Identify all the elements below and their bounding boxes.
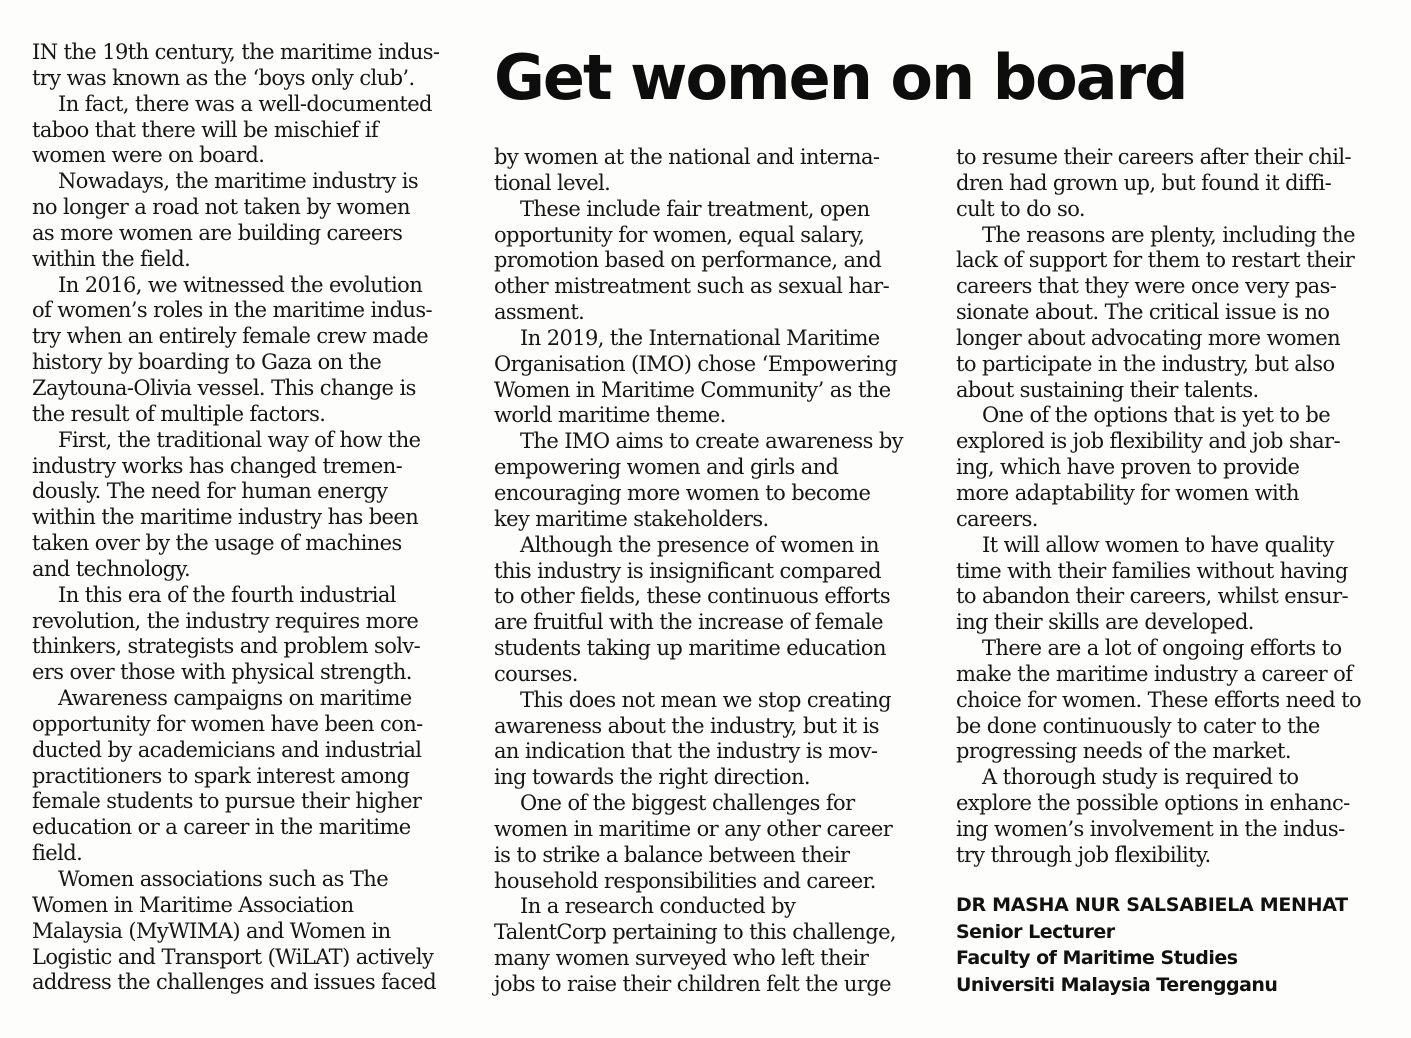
article-line: lack of support for them to restart their — [956, 248, 1355, 273]
article-line: many women surveyed who left their — [494, 946, 869, 971]
byline-title: Senior Lecturer — [956, 920, 1115, 943]
article-line: promotion based on performance, and — [494, 248, 882, 273]
article-line: ing towards the right direction. — [494, 765, 810, 790]
article-line: key maritime stakeholders. — [494, 506, 769, 531]
article-line: Zaytouna-Olivia vessel. This change is — [32, 375, 416, 400]
article-line: awareness about the industry, but it is — [494, 713, 879, 738]
article-line: taken over by the usage of machines — [32, 531, 402, 556]
article-line: and technology. — [32, 556, 191, 581]
article-line: opportunity for women, equal salary, — [494, 222, 865, 247]
article-line: In 2016, we witnessed the evolution — [58, 272, 423, 297]
article-line: First, the traditional way of how the — [58, 427, 421, 452]
article-line: longer about advocating more women — [956, 325, 1341, 350]
article-line: more adaptability for women with — [956, 480, 1299, 505]
article-line: ing women’s involvement in the indus- — [956, 816, 1345, 841]
article-line: no longer a road not taken by women — [32, 195, 410, 220]
article-line: women in maritime or any other career — [494, 816, 893, 841]
article-line: to participate in the industry, but also — [956, 351, 1335, 376]
article-column-1 — [32, 40, 462, 996]
article-line: an indication that the industry is mov- — [494, 739, 878, 764]
article-line: address the challenges and issues faced — [32, 970, 437, 995]
article-line: In fact, there was a well-documented — [58, 91, 432, 116]
article-line: world maritime theme. — [494, 403, 726, 428]
article-line: Organisation (IMO) chose ‘Empowering — [494, 351, 898, 376]
article-line: ing, which have proven to provide — [956, 455, 1300, 480]
article-line: Nowadays, the maritime industry is — [58, 169, 418, 194]
article-line: ing their skills are developed. — [956, 610, 1254, 635]
article-line: The reasons are plenty, including the — [982, 222, 1355, 247]
article-line: In 2019, the International Maritime — [520, 325, 880, 350]
byline — [956, 892, 1396, 998]
article-line: thinkers, strategists and problem solv- — [32, 634, 421, 659]
article-line: dously. The need for human energy — [32, 479, 388, 504]
article-line: IN the 19th century, the maritime indus- — [32, 40, 440, 64]
article-line: the result of multiple factors. — [32, 401, 326, 426]
article-line: of women’s roles in the maritime indus- — [32, 298, 433, 323]
article-line: be done continuously to cater to the — [956, 713, 1320, 738]
article-line: industry works has changed tremen- — [32, 453, 403, 478]
article-line: is to strike a balance between their — [494, 842, 850, 867]
article-line: women were on board. — [32, 143, 265, 168]
article-line: household responsibilities and career. — [494, 868, 876, 893]
article-line: within the maritime industry has been — [32, 505, 419, 530]
article-line: TalentCorp pertaining to this challenge, — [494, 920, 896, 945]
article-line: The IMO aims to create awareness by — [520, 429, 903, 454]
article-line: explored is job flexibility and job shar- — [956, 429, 1340, 454]
article-line: time with their families without having — [956, 558, 1348, 583]
article-line: courses. — [494, 661, 578, 686]
article-line: A thorough study is required to — [982, 765, 1299, 790]
article-line: opportunity for women have been con- — [32, 711, 423, 736]
article-line: field. — [32, 841, 83, 866]
article-line: In this era of the fourth industrial — [58, 582, 396, 607]
article-line: this industry is insignificant compared — [494, 558, 881, 583]
byline-author: DR MASHA NUR SALSABIELA MENHAT — [956, 894, 1348, 916]
article-line: It will allow women to have quality — [982, 532, 1334, 557]
byline-university: Universiti Malaysia Terengganu — [956, 973, 1278, 996]
article-line: One of the biggest challenges for — [520, 791, 855, 816]
article-line: within the field. — [32, 246, 191, 271]
article-line: There are a lot of ongoing efforts to — [982, 636, 1342, 661]
article-line: ers over those with physical strength. — [32, 660, 412, 685]
article-line: In a research conducted by — [520, 894, 796, 919]
article-line: Logistic and Transport (WiLAT) actively — [32, 944, 434, 969]
article-line: encouraging more women to become — [494, 480, 871, 505]
article-line: try through job flexibility. — [956, 842, 1211, 867]
article-line: Women in Maritime Association — [32, 892, 354, 917]
article-line: to other fields, these continuous efforts — [494, 584, 891, 609]
article-line: tional level. — [494, 170, 611, 195]
article-line: Women in Maritime Community’ as the — [494, 377, 891, 402]
article-line: Although the presence of women in — [520, 532, 879, 557]
article-line: are fruitful with the increase of female — [494, 610, 883, 635]
article-line: practitioners to spark interest among — [32, 763, 410, 788]
article-line: careers that they were once very pas- — [956, 274, 1337, 299]
article-line: This does not mean we stop creating — [520, 687, 891, 712]
article-line: by women at the national and interna- — [494, 145, 880, 169]
article-line: dren had grown up, but found it diffi- — [956, 170, 1332, 195]
article-line: other mistreatment such as sexual har- — [494, 274, 890, 299]
article-line: as more women are building careers — [32, 220, 403, 245]
article-column-3 — [956, 145, 1386, 869]
article-line: education or a career in the maritime — [32, 815, 411, 840]
article-line: progressing needs of the market. — [956, 739, 1291, 764]
article-line: to resume their careers after their chil- — [956, 145, 1351, 169]
article-line: ducted by academicians and industrial — [32, 737, 422, 762]
article-line: to abandon their careers, whilst ensur- — [956, 584, 1349, 609]
article-line: make the maritime industry a career of — [956, 661, 1353, 686]
article-line: explore the possible options in enhanc- — [956, 791, 1350, 816]
article-line: assment. — [494, 300, 585, 325]
article-line: empowering women and girls and — [494, 455, 839, 480]
article-line: try when an entirely female crew made — [32, 324, 429, 349]
article-line: Malaysia (MyWIMA) and Women in — [32, 918, 391, 943]
article-line: revolution, the industry requires more — [32, 608, 419, 633]
article-line: cult to do so. — [956, 196, 1085, 221]
article-line: careers. — [956, 506, 1038, 531]
article-line: history by boarding to Gaza on the — [32, 350, 382, 375]
article-line: Awareness campaigns on maritime — [58, 686, 412, 711]
headline: Get women on board — [494, 41, 1187, 114]
article-line: try was known as the ‘boys only club’. — [32, 65, 415, 90]
article-line: female students to pursue their higher — [32, 789, 422, 814]
article-line: jobs to raise their children felt the urge — [494, 972, 891, 996]
article-line: One of the options that is yet to be — [982, 403, 1331, 428]
article-line: choice for women. These efforts need to — [956, 687, 1362, 712]
article-line: students taking up maritime education — [494, 636, 886, 661]
byline-faculty: Faculty of Maritime Studies — [956, 947, 1238, 969]
article-line: These include fair treatment, open — [520, 196, 870, 221]
article-line: Women associations such as The — [58, 867, 389, 891]
article-line: sionate about. The critical issue is no — [956, 300, 1330, 325]
article-line: about sustaining their talents. — [956, 377, 1259, 402]
article-column-2 — [494, 145, 924, 998]
article-line: taboo that there will be mischief if — [32, 117, 379, 142]
